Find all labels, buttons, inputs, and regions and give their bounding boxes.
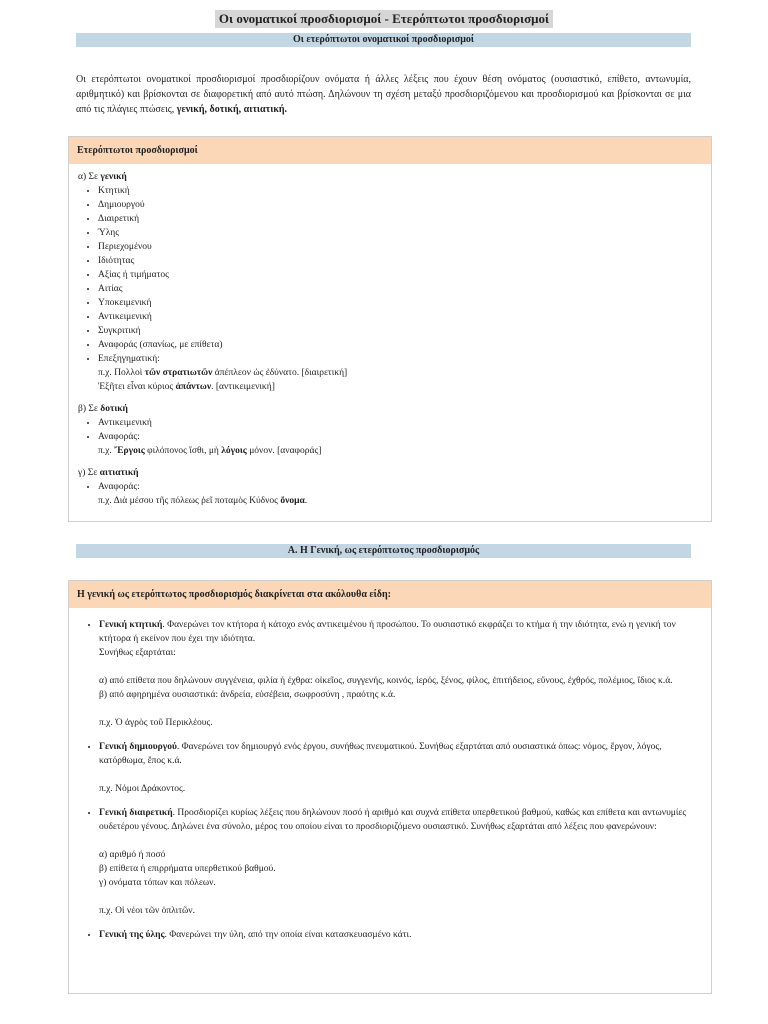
term-example: π.χ. Νόμοι Δράκοντος.	[99, 784, 186, 794]
box-heteroptotoi-types	[68, 136, 712, 522]
term-example: π.χ. Ὁ ἀγρὸς τοῦ Περικλέους.	[99, 718, 213, 728]
example-text: μόνον. [αναφοράς]	[246, 446, 322, 456]
list-item: • Υποκειμενική	[98, 296, 703, 310]
box-genitive-types	[68, 580, 712, 994]
dative-list	[78, 416, 703, 444]
example-line	[78, 494, 703, 508]
example-bold: Ἔργοις	[114, 446, 145, 456]
list-item: • Ύλης	[98, 226, 703, 240]
list-item-ktetiki	[99, 618, 701, 730]
term-subtext: Συνήθως εξαρτάται:	[99, 648, 176, 658]
intro-paragraph	[76, 72, 691, 117]
section-prefix: β) Σε	[78, 404, 101, 414]
example-bold: λόγοις	[221, 446, 247, 456]
example-text: Ἐξῆτει εἶναι κύριος	[98, 382, 176, 392]
list-item-demiourgou	[99, 740, 701, 796]
list-item: • Ιδιότητας	[98, 254, 703, 268]
term-subtext: α) από επίθετα που δηλώνουν συγγένεια, φιλία ή έχθρα: οἰκεῖος, συγγενής, κοινός, ἱερός, ξένος, φίλος, ἐπιτήδειος, εὔνους, ἐχθρός, πολέμιος, ἴδιος κ.ά.	[99, 676, 673, 686]
list-item: • Αναφοράς (σπανίως, με επίθετα)	[98, 338, 703, 352]
accusative-heading	[78, 466, 703, 480]
list-item: • Περιεχομένου	[98, 240, 703, 254]
term-label: Γενική διαιρετική	[99, 808, 173, 818]
box-body	[69, 608, 711, 960]
example-text: π.χ.	[98, 446, 115, 456]
list-item: • Συγκριτική	[98, 324, 703, 338]
example-text: ἀπέπλεον ὡς ἐδύνατο. [διαιρετική]	[212, 368, 348, 378]
dative-heading	[78, 402, 703, 416]
accusative-list	[78, 480, 703, 494]
section-bar-genitive: Α. Η Γενική, ως ετερόπτωτος προσδιορισμός	[76, 544, 691, 558]
case-name: αιτιατική	[99, 468, 139, 478]
example-bold: τῶν στρατιωτῶν	[144, 368, 213, 378]
example-bold: ὄνομα	[280, 496, 305, 506]
intro-text: Οι ετερόπτωτοι ονοματικοί προσδιορισμοί προσδιορίζουν ονόματα ή άλλες λέξεις που έχουν θέση ονόματος (ουσιαστικό, επίθετο, αντωνυμία, αριθμητικό) και βρίσκονται σε διαφορετική από αυτό πτώση. Δηλώνουν τη σχέση μεταξύ προσδιοριζόμενου και προσδιορισμού και βρίσκονται σε μια από τις πλάγιες πτώσεις,	[76, 74, 691, 115]
genitive-list	[78, 184, 703, 366]
list-item: • Αξίας ή τιμήματος	[98, 268, 703, 282]
term-subtext: α) αριθμό ή ποσό	[99, 850, 166, 860]
list-item: • Αναφοράς:	[98, 480, 703, 494]
section-prefix: α) Σε	[78, 172, 101, 182]
term-text: . Φανερώνει την ύλη, από την οποία είναι κατασκευασμένο κάτι.	[164, 930, 412, 940]
term-label: Γενική κτητική	[99, 620, 163, 630]
section-bar-heteroptotoi: Οι ετερόπτωτοι ονοματικοί προσδιορισμοί	[76, 33, 691, 47]
example-text: π.χ. Πολλοὶ	[98, 368, 145, 378]
box-heading: Η γενική ως ετερόπτωτος προσδιορισμός διακρίνεται στα ακόλουθα είδη:	[69, 581, 711, 608]
case-name: γενική	[100, 172, 127, 182]
intro-bold-cases: γενική, δοτική, αιτιατική.	[176, 104, 288, 115]
list-item: • Κτητική	[98, 184, 703, 198]
box-heading: Ετερόπτωτοι προσδιορισμοί	[69, 137, 711, 164]
term-text: . Φανερώνει τον κτήτορα ή κάτοχο ενός αντικειμένου ή προσώπου. Το ουσιαστικό εκφράζει το κτήμα ή την ιδιότητα, ενώ η γενική τον κτήτορα ή εκείνον που έχει την ιδιότητα.	[99, 620, 676, 644]
example-line	[78, 380, 703, 394]
list-item: • Αναφοράς:	[98, 430, 703, 444]
example-text: φιλόπονος ἴσθι, μὴ	[144, 446, 222, 456]
example-line	[78, 366, 703, 380]
genitive-kinds-list	[79, 618, 701, 942]
page-header	[0, 10, 768, 28]
example-line	[78, 444, 703, 458]
list-item: • Αντικειμενική	[98, 416, 703, 430]
term-label: Γενική της ύλης	[99, 930, 165, 940]
term-text: . Προσδιορίζει κυρίως λέξεις που δηλώνουν ποσό ή αριθμό και συχνά επίθετα υπερθετικού βαθμού, καθώς και επίθετα και αντωνυμίες ουδετέρου γένους. Δηλώνει ένα σύνολο, μέρος του οποίου είναι το προσδιοριζόμενο ουσιαστικό. Συνήθως εξαρτάται από λέξεις που φανερώνουν:	[99, 808, 687, 832]
term-subtext: β) από αφηρημένα ουσιαστικά: ἀνδρεία, εὐσέβεια, σωφροσύνη , πραότης κ.ά.	[99, 690, 396, 700]
genitive-heading	[78, 170, 703, 184]
case-name: δοτική	[100, 404, 128, 414]
example-text: π.χ. Διὰ μέσου τῆς πόλεως ῥεῖ ποταμὸς Κύδνος	[98, 496, 281, 506]
term-label: Γενική δημιουργού	[99, 742, 177, 752]
page-title: Οι ονοματικοί προσδιορισμοί - Ετερόπτωτοι προσδιορισμοί	[215, 10, 553, 28]
list-item: • Δημιουργού	[98, 198, 703, 212]
list-item: • Διαιρετική	[98, 212, 703, 226]
example-text: . [αντικειμενική]	[211, 382, 275, 392]
list-item-ylis	[99, 928, 701, 942]
box-body	[69, 164, 711, 514]
section-prefix: γ) Σε	[78, 468, 100, 478]
example-text: .	[304, 496, 308, 506]
list-item: • Αιτίας	[98, 282, 703, 296]
term-example: π.χ. Οἱ νέοι τῶν ὁπλιτῶν.	[99, 906, 195, 916]
example-bold: ἁπάντων	[175, 382, 212, 392]
term-subtext: β) επίθετα ή επιρρήματα υπερθετικού βαθμού.	[99, 864, 276, 874]
term-subtext: γ) ονόματα τόπων και πόλεων.	[99, 878, 216, 888]
list-item: • Αντικειμενική	[98, 310, 703, 324]
item-label: Επεξηγηματική:	[98, 354, 160, 364]
list-item	[98, 352, 703, 366]
list-item-diairetiki	[99, 806, 701, 918]
term-text: . Φανερώνει τον δημιουργό ενός έργου, συνήθως πνευματικού. Συνήθως εξαρτάται από ουσιαστικά όπως: νόμος, ἔργον, λόγος, κατόρθωμα, ἔπος κ.ά.	[99, 742, 662, 766]
